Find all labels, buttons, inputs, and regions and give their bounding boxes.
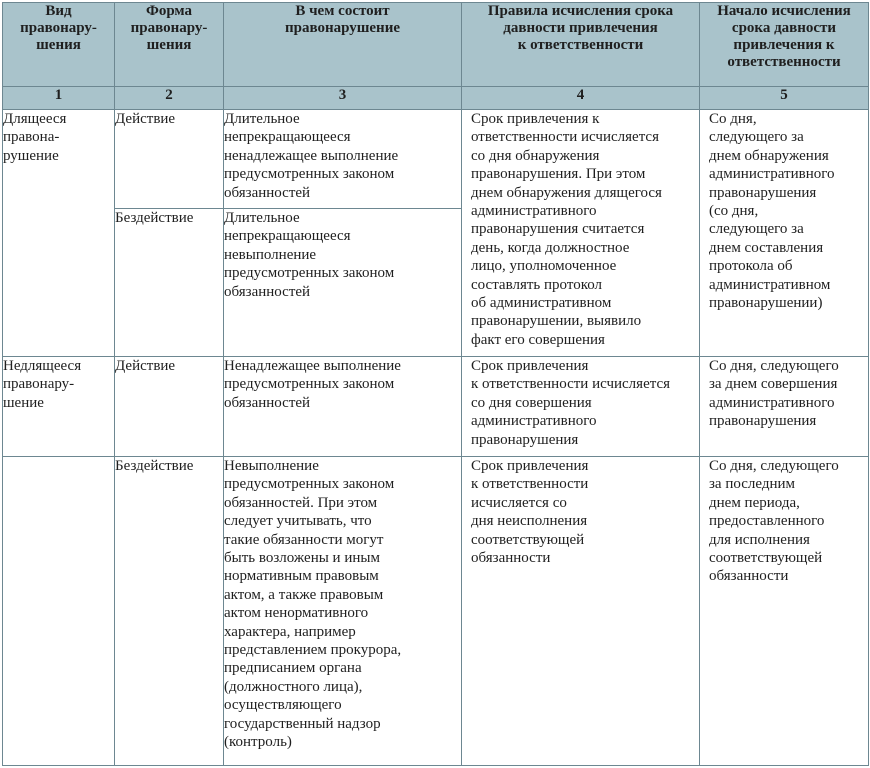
- table-row: [3, 357, 869, 457]
- header-row: [3, 3, 869, 87]
- column-number-4: 4: [462, 87, 700, 110]
- noncontinuing-offense-type: Недлящееся правонару- шение: [3, 357, 115, 457]
- noncontinuing-inaction-essence: Невыполнение предусмотренных законом обязанностей. При этом следует учитывать, что такие обязанности могут быть возложены и иным нормативным правовым актом, а также правовым актом ненормативного характера, например представлением прокурора, предписанием органа (должностного лица), осуществляющего государственный надзор (контроль): [224, 457, 462, 766]
- noncontinuing-inaction-type-empty: [3, 457, 115, 766]
- header-offense-form: Форма правонару- шения: [115, 3, 224, 87]
- continuing-action-essence: Длительное непрекращающееся ненадлежащее выполнение предусмотренных законом обязанностей: [224, 110, 462, 209]
- column-number-1: 1: [3, 87, 115, 110]
- table-row: [3, 457, 869, 766]
- noncontinuing-inaction-form: Бездействие: [115, 457, 224, 766]
- offense-limitation-table: [2, 2, 869, 766]
- continuing-limitation-start: Со дня, следующего за днем обнаружения административного правонарушения (со дня, следующего за днем составления протокола об административном правонарушении): [700, 110, 869, 357]
- column-number-5: 5: [700, 87, 869, 110]
- column-number-3: 3: [224, 87, 462, 110]
- noncontinuing-action-form: Действие: [115, 357, 224, 457]
- column-number-2: 2: [115, 87, 224, 110]
- continuing-action-form: Действие: [115, 110, 224, 209]
- table-row: [3, 110, 869, 209]
- noncontinuing-action-rule: Срок привлечения к ответственности исчисляется со дня совершения административного правонарушения: [462, 357, 700, 457]
- noncontinuing-inaction-start: Со дня, следующего за последним днем периода, предоставленного для исполнения соответствующей обязанности: [700, 457, 869, 766]
- header-limitation-start: Начало исчисления срока давности привлечения к ответственности: [700, 3, 869, 87]
- continuing-limitation-rule: Срок привлечения к ответственности исчисляется со дня обнаружения правонарушения. При этом днем обнаружения длящегося административного правонарушения считается день, когда должностное лицо, уполномоченное составлять протокол об административном правонарушении, выявило факт его совершения: [462, 110, 700, 357]
- continuing-offense-type: Длящееся правона- рушение: [3, 110, 115, 357]
- continuing-inaction-form: Бездействие: [115, 209, 224, 357]
- header-limitation-rules: Правила исчисления срока давности привлечения к ответственности: [462, 3, 700, 87]
- noncontinuing-action-start: Со дня, следующего за днем совершения административного правонарушения: [700, 357, 869, 457]
- continuing-inaction-essence: Длительное непрекращающееся невыполнение предусмотренных законом обязанностей: [224, 209, 462, 357]
- header-offense-essence: В чем состоит правонарушение: [224, 3, 462, 87]
- header-offense-type: Вид правонару- шения: [3, 3, 115, 87]
- column-number-row: [3, 87, 869, 110]
- noncontinuing-action-essence: Ненадлежащее выполнение предусмотренных законом обязанностей: [224, 357, 462, 457]
- noncontinuing-inaction-rule: Срок привлечения к ответственности исчисляется со дня неисполнения соответствующей обязанности: [462, 457, 700, 766]
